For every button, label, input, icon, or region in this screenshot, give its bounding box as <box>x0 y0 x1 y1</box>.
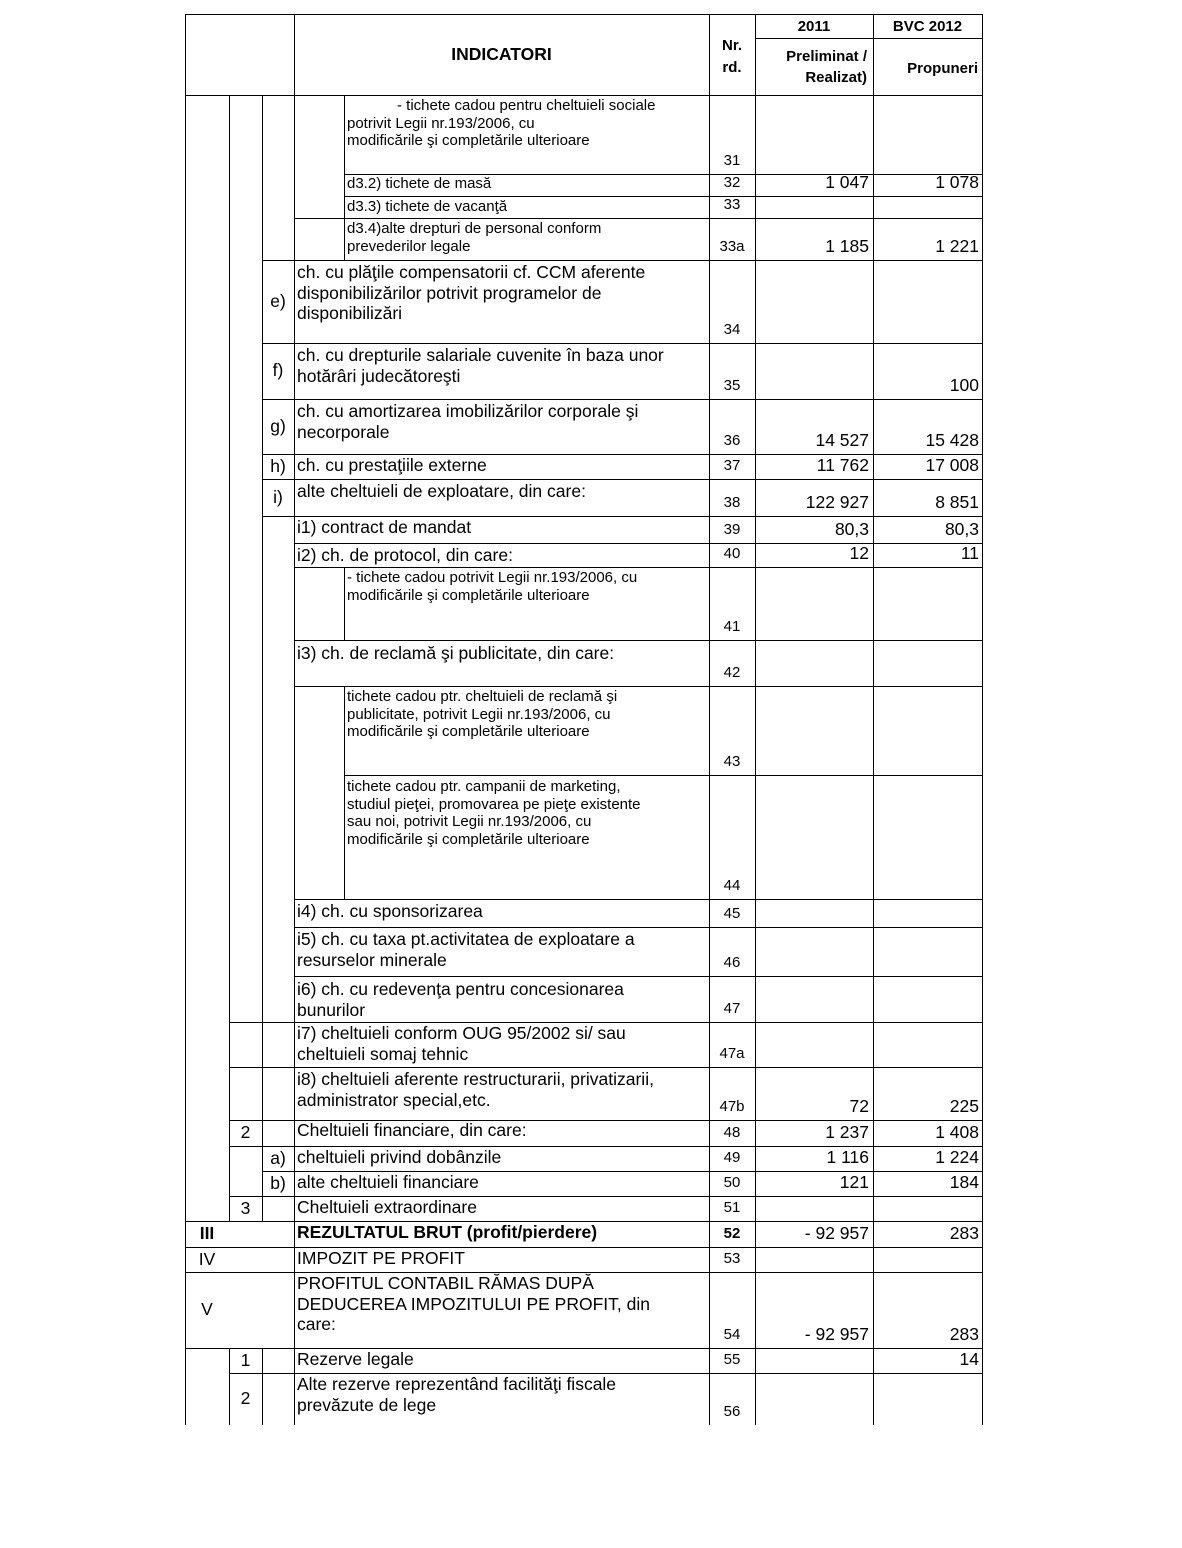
row-number: 33 <box>723 196 741 213</box>
value-2012: 1 078 <box>935 172 979 192</box>
grid-line-v <box>294 95 295 1425</box>
grid-line-h <box>185 14 982 15</box>
row-number: 47 <box>723 1000 741 1017</box>
row-label: ch. cu drepturile salariale cuvenite în baza unor hotărâri judecătoreşti <box>297 345 664 386</box>
grid-line-v <box>344 567 345 640</box>
header-propuneri: Propuneri <box>907 60 978 77</box>
row-label: d3.3) tichete de vacanţă <box>347 198 508 215</box>
value-2012: 11 <box>960 543 979 563</box>
grid-line-h <box>294 686 982 687</box>
row-number: 54 <box>723 1326 741 1343</box>
row-number: 37 <box>723 457 741 474</box>
header-year-2011: 2011 <box>797 18 831 35</box>
grid-line-h <box>294 927 982 928</box>
row-label: Rezerve legale <box>297 1349 414 1369</box>
row-number: 51 <box>723 1199 741 1216</box>
grid-line-v <box>262 95 263 1221</box>
row-label: i4) ch. cu sponsorizarea <box>297 901 483 921</box>
row-number: 56 <box>723 1403 741 1420</box>
value-2011: - 92 957 <box>804 1223 869 1243</box>
row-number: 55 <box>723 1351 741 1368</box>
row-label: tichete cadou ptr. cheltuieli de reclamă şi publicitate, potrivit Legii nr.193/2006, cu modificările şi completările ulterioare <box>347 688 618 741</box>
value-2012: 17 008 <box>925 455 979 475</box>
grid-line-v <box>344 686 345 899</box>
row-number: 35 <box>723 377 741 394</box>
row-label: d3.2) tichete de masă <box>347 175 492 192</box>
row-letter: b) <box>270 1172 286 1193</box>
header-nr-rd: Nr. rd. <box>721 37 742 76</box>
row-subnumber: 2 <box>240 1122 251 1142</box>
row-label: Alte rezerve reprezentând facilităţi fiscale prevăzute de lege <box>297 1374 617 1415</box>
row-letter: a) <box>270 1147 286 1168</box>
row-label: tichete cadou ptr. campanii de marketing, studiul pieţei, promovarea pe pieţe existente sau noi, potrivit Legii nr.193/2006, cu modificările şi completările ulterioare <box>347 778 641 849</box>
row-number: 31 <box>723 152 741 169</box>
row-label: ch. cu amortizarea imobilizărilor corporale şi necorporale <box>297 401 639 442</box>
grid-line-h <box>294 899 982 900</box>
value-2012: 225 <box>949 1096 979 1116</box>
value-2012: 283 <box>949 1324 979 1344</box>
row-label: i5) ch. cu taxa pt.activitatea de exploatare a resurselor minerale <box>297 929 635 970</box>
value-2012: 80,3 <box>944 519 979 539</box>
row-number: 33a <box>719 238 745 255</box>
row-label: - tichete cadou pentru cheltuieli sociale potrivit Legii nr.193/2006, cu modificările şi completările ulterioare <box>347 97 656 150</box>
grid-line-h <box>294 976 982 977</box>
grid-line-h <box>294 640 982 641</box>
row-label: REZULTATUL BRUT (profit/pierdere) <box>297 1222 598 1242</box>
row-label: IMPOZIT PE PROFIT <box>297 1248 465 1268</box>
header-preliminat: Preliminat / Realizat) <box>786 48 867 86</box>
row-label: i1) contract de mandat <box>297 517 472 537</box>
value-2011: 72 <box>849 1096 869 1116</box>
row-label: PROFITUL CONTABIL RĂMAS DUPĂ DEDUCEREA IMPOZITULUI PE PROFIT, din care: <box>297 1273 650 1335</box>
grid-line-h <box>229 1067 982 1068</box>
row-number: 38 <box>723 494 741 511</box>
grid-line-h <box>262 260 982 261</box>
value-2012: 184 <box>949 1172 979 1192</box>
row-label: i8) cheltuieli aferente restructurarii, privatizarii, administrator special,etc. <box>297 1069 654 1110</box>
value-2012: 15 428 <box>925 430 979 450</box>
row-label: Cheltuieli financiare, din care: <box>297 1120 527 1140</box>
row-label: i2) ch. de protocol, din care: <box>297 545 513 565</box>
grid-line-h <box>262 343 982 344</box>
value-2012: 283 <box>949 1223 979 1243</box>
value-2011: 1 237 <box>825 1122 869 1142</box>
value-2012: 14 <box>959 1349 979 1369</box>
value-2012: 1 224 <box>935 1147 979 1167</box>
row-number: 34 <box>723 321 741 338</box>
row-label: ch. cu plăţile compensatorii cf. CCM aferente disponibilizărilor potrivit programelor de disponibilizări <box>297 262 646 324</box>
value-2012: 100 <box>949 375 979 395</box>
row-letter: f) <box>272 360 284 380</box>
row-label: Cheltuieli extraordinare <box>297 1197 477 1217</box>
row-number: 40 <box>723 545 741 562</box>
row-label: i3) ch. de reclamă şi publicitate, din care: <box>297 643 615 663</box>
row-label: cheltuieli privind dobânzile <box>297 1147 502 1167</box>
grid-line-v <box>262 1348 263 1425</box>
row-label: d3.4)alte drepturi de personal conform prevederilor legale <box>347 220 602 255</box>
value-2011: 12 <box>849 543 869 563</box>
row-number: 49 <box>723 1149 741 1166</box>
value-2011: 80,3 <box>834 519 869 539</box>
grid-line-v <box>344 95 345 260</box>
grid-line-h <box>294 218 982 219</box>
row-label: - tichete cadou potrivit Legii nr.193/2006, cu modificările şi completările ulterioare <box>347 569 638 604</box>
grid-line-v <box>185 14 186 95</box>
row-roman: IV <box>198 1248 216 1269</box>
value-2012: 1 221 <box>935 236 979 256</box>
row-number: 50 <box>723 1174 741 1191</box>
value-2011: - 92 957 <box>804 1324 869 1344</box>
value-2011: 1 116 <box>826 1147 869 1167</box>
grid-line-h <box>262 399 982 400</box>
grid-line-h <box>755 38 982 39</box>
value-2011: 14 527 <box>815 430 869 450</box>
value-2011: 122 927 <box>805 492 869 512</box>
row-number: 36 <box>723 432 741 449</box>
grid-line-h <box>344 775 982 776</box>
row-number: 42 <box>723 664 741 681</box>
row-number: 46 <box>723 954 741 971</box>
row-letter: i) <box>273 486 283 507</box>
row-letter: g) <box>270 415 286 436</box>
row-number: 32 <box>723 174 741 191</box>
row-label: i7) cheltuieli conform OUG 95/2002 si/ sau cheltuieli somaj tehnic <box>297 1023 626 1064</box>
row-number: 47b <box>719 1098 745 1115</box>
row-label: i6) ch. cu redevenţa pentru concesionarea bunurilor <box>297 979 624 1020</box>
row-subnumber: 1 <box>240 1349 251 1370</box>
row-roman: V <box>201 1299 213 1319</box>
row-subnumber: 3 <box>240 1197 251 1218</box>
value-2011: 11 762 <box>816 455 869 475</box>
header-bvc-2012: BVC 2012 <box>892 18 963 35</box>
row-number: 47a <box>719 1045 745 1062</box>
row-number: 48 <box>723 1124 741 1141</box>
grid-line-h <box>294 567 982 568</box>
value-2011: 1 185 <box>825 236 869 256</box>
grid-line-v <box>229 95 230 1221</box>
row-roman: III <box>199 1223 215 1243</box>
row-number: 39 <box>723 521 741 538</box>
row-subnumber: 2 <box>240 1388 251 1408</box>
row-label: ch. cu prestaţiile externe <box>297 455 487 475</box>
value-2012: 8 851 <box>935 492 979 512</box>
row-letter: h) <box>270 455 286 476</box>
row-number: 53 <box>723 1250 741 1267</box>
grid-line-h <box>262 479 982 480</box>
header-indicatori: INDICATORI <box>451 44 552 64</box>
row-label: alte cheltuieli de exploatare, din care: <box>297 481 586 501</box>
row-number: 45 <box>723 905 741 922</box>
row-label: alte cheltuieli financiare <box>297 1172 479 1192</box>
row-number: 41 <box>723 618 741 635</box>
grid-line-h <box>344 196 982 197</box>
row-number: 44 <box>723 877 741 894</box>
row-number: 52 <box>723 1225 741 1242</box>
grid-line-h <box>185 95 982 96</box>
grid-line-v <box>982 95 983 1425</box>
value-2011: 121 <box>839 1172 869 1192</box>
row-number: 43 <box>723 753 741 770</box>
value-2012: 1 408 <box>935 1122 979 1142</box>
grid-line-v <box>982 14 983 95</box>
row-letter: e) <box>270 290 286 311</box>
value-2011: 1 047 <box>825 172 869 192</box>
